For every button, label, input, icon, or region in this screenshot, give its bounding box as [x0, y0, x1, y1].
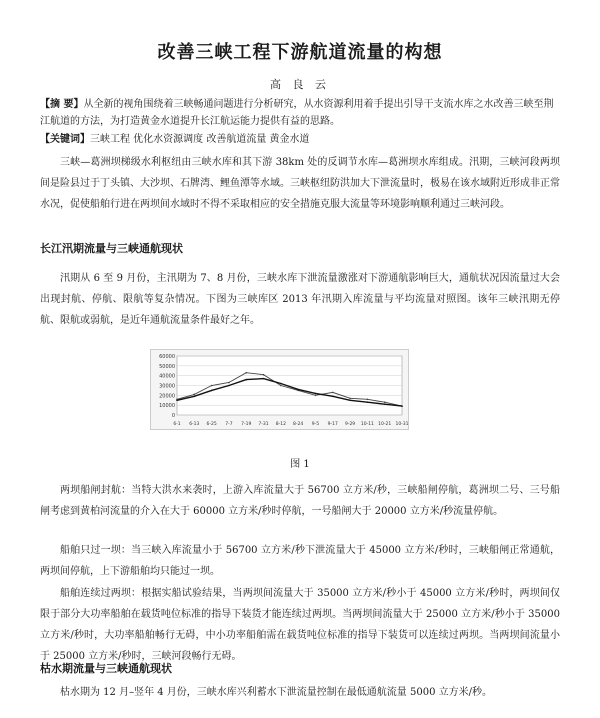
y-tick-label: 60000 — [159, 354, 175, 360]
x-tick-label: 7-7 — [225, 422, 233, 427]
data-point — [280, 383, 282, 385]
intro-paragraph: 三峡—葛洲坝梯级水利枢纽由三峡水库和其下游 38km 处的反调节水库—葛洲坝水库组成。汛期，三峡河段两坝间是险县过于丁头镇、大沙坝、石牌湾、鲤鱼潭等水域。三峡枢纽防洪加大下泄流量时，极易在该水域附近形成非正常水况，促使船舶行进在两坝间水域时不得不采取相应的安全措施克服大流量等环境影响顺利通过三峡河段。 — [40, 157, 560, 210]
x-tick-label: 9-5 — [311, 422, 320, 427]
data-point — [194, 394, 196, 396]
x-tick-label: 10-31 — [395, 422, 408, 427]
x-tick-label: 7-19 — [241, 422, 252, 427]
data-point — [367, 401, 369, 403]
data-point — [228, 382, 230, 384]
flow-chart — [150, 349, 409, 430]
data-point — [228, 385, 230, 387]
abstract — [40, 96, 560, 130]
y-tick-label: 0 — [171, 413, 175, 419]
keywords — [40, 131, 560, 148]
x-tick-label: 10-11 — [360, 422, 374, 427]
x-tick-label: 6-25 — [206, 422, 217, 427]
data-point — [263, 374, 265, 376]
data-point — [401, 405, 403, 407]
x-tick-label: 8-24 — [293, 422, 304, 427]
flood-paragraph: 汛期从 6 至 9 月份，主汛期为 7、8 月份，三峡水库下泄流量激涨对下游通航影响巨大，通航状况因流量过大会出现封航、停航、限航等复杂情况。下图为三峡库区 2013 年汛期入库流量与平均流量对照图。该年三峡汛期无停航、限航或弱航，是近年通航流量条件最好之年。 — [40, 273, 560, 326]
x-tick-label: 10-21 — [378, 422, 392, 427]
y-tick-label: 20000 — [159, 393, 175, 400]
abstract-label: 【摘 要】 — [40, 99, 84, 110]
data-point — [367, 398, 369, 400]
section-heading-flood: 长江汛期流量与三峡通航现状 — [40, 242, 183, 255]
paragraph-close: 两坝船闸封航：当特大洪水来袭时，上游入库流量大于 56700 立方米/秒，三峡船闸停航，葛洲坝二号、三号船闸考虑到黄柏河流量的介入在大于 60000 立方米/秒时停航，一号船闸大于 20000 立方米/秒流量停航。 — [40, 485, 560, 517]
data-point — [315, 395, 317, 397]
data-point — [297, 389, 299, 391]
y-tick-label: 30000 — [159, 383, 175, 390]
x-tick-label: 7-31 — [258, 422, 269, 427]
dry-paragraph: 枯水期为 12 月–竖年 4 月份，三峡水库兴利蓄水下泄流量控制在最低通航流量 5000 立方米/秒。 — [60, 687, 492, 698]
keywords-label: 【关键词】 — [40, 134, 90, 145]
x-tick-label: 8-12 — [275, 422, 286, 427]
data-point — [245, 372, 247, 374]
data-point — [280, 385, 282, 387]
x-tick-label: 9-29 — [344, 422, 356, 427]
section-heading-dry: 枯水期流量与三峡通航现状 — [40, 662, 172, 675]
paragraph-one-dam: 船舶只过一坝：当三峡入库流量小于 56700 立方米/秒下泄流量大于 45000 立方米/秒时，三峡船闸正常通航，两坝间停航，上下游船舶均只能过一坝。 — [40, 545, 560, 577]
abstract-text: 从全新的视角围绕着三峡畅通问题进行分析研究，从水资源利用着手提出引导干支流水库之水改善三峡至荆江航道的方法，为打造黄金水道提升长江航运能力提供有益的思路。 — [40, 99, 554, 127]
x-tick-label: 6-1 — [173, 422, 181, 427]
data-point — [384, 403, 386, 405]
keywords-text: 三峡工程 优化水资源调度 改善航道流量 黄金水道 — [90, 134, 310, 145]
data-point — [384, 401, 386, 403]
data-point — [332, 392, 334, 394]
data-point — [332, 396, 334, 398]
y-tick-label: 40000 — [159, 373, 175, 380]
data-point — [211, 385, 213, 387]
data-point — [349, 399, 351, 401]
data-point — [211, 390, 213, 392]
data-point — [263, 378, 265, 380]
x-tick-label: 6-13 — [189, 422, 200, 427]
data-point — [176, 399, 178, 401]
figure-caption: 图 1 — [290, 459, 310, 470]
y-tick-label: 50000 — [159, 363, 175, 370]
x-tick-label: 9-17 — [327, 422, 338, 427]
author-name: 高 良 云 — [270, 78, 330, 91]
paragraph-two-dams: 船舶连续过两坝：根据实船试验结果，当两坝间流量大于 35000 立方米/秒小于 45000 立方米/秒时，两坝间仅限于部分大功率船舶在载货吨位标准的指导下装货才能连续过两坝。当两坝间流量大于 25000 立方米/秒小于 35000 立方米/秒时，大功率船舶畅行无碍，中小功率船舶需在载货吨位标准的指导下装货可以连续过两坝。当两坝间流量小于 25000 立方米/秒时，三峡河段畅行无碍。 — [40, 588, 560, 662]
data-point — [349, 397, 351, 399]
data-point — [245, 379, 247, 381]
flow-chart-svg — [151, 350, 408, 429]
data-point — [315, 393, 317, 395]
y-tick-label: 10000 — [159, 403, 175, 410]
paper-title: 改善三峡工程下游航道流量的构想 — [157, 42, 443, 63]
data-point — [194, 396, 196, 398]
